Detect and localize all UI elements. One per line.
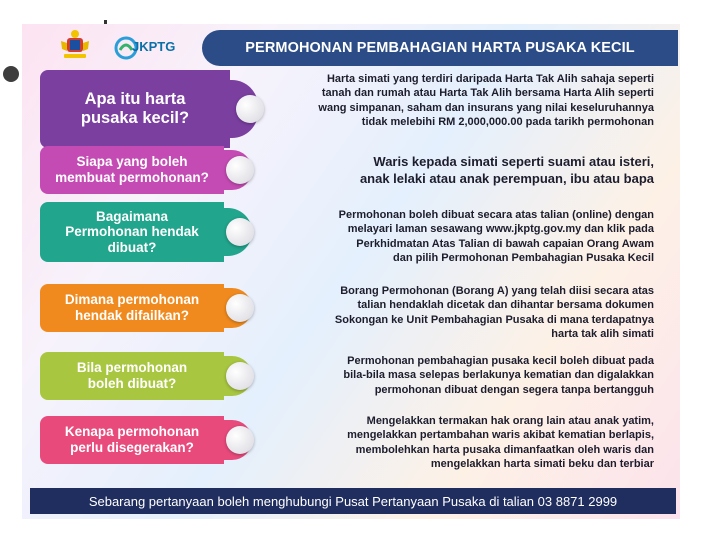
answer-line: harta tak alih simati — [551, 327, 654, 340]
question-line: Bagaimana — [95, 208, 169, 224]
question-line: Permohonan hendak — [65, 224, 199, 240]
question-tab-6 — [40, 416, 224, 464]
answer-line: wang simpanan, saham dan insurans yang nilai keseluruhannya — [318, 101, 654, 114]
bullet-circle-icon — [226, 218, 254, 246]
jkptg-logo-text: JKPTG — [132, 39, 176, 54]
answer-line: talian hendaklah dicetak dan dihantar bersama dokumen — [357, 299, 654, 312]
answer-text-6 — [272, 414, 654, 471]
answer-line: melayari laman sesawang www.jkptg.gov.my dan klik pada — [347, 223, 654, 236]
bullet-circle-icon — [226, 294, 254, 322]
question-line: Kenapa permohonan — [64, 424, 200, 440]
page-title: PERMOHONAN PEMBAHAGIAN HARTA PUSAKA KECIL — [202, 30, 678, 66]
bullet-circle-icon — [226, 362, 254, 390]
answer-text-3 — [272, 208, 654, 265]
question-line: dibuat? — [107, 239, 157, 255]
answer-line: permohonan dibuat dengan segera tanpa bertangguh — [374, 383, 654, 396]
infographic-poster — [22, 24, 680, 519]
question-tab-5 — [40, 352, 224, 400]
answer-line: Mengelakkan termakan hak orang lain atau anak yatim, — [366, 415, 654, 427]
question-line: Siapa yang boleh — [76, 154, 188, 170]
malaysia-crest-logo — [58, 29, 92, 61]
answer-text-5 — [272, 354, 654, 397]
question-tab-4 — [40, 284, 224, 332]
answer-line: Waris kepada simati seperti suami atau isteri, — [373, 154, 654, 169]
answer-line: anak lelaki atau anak perempuan, ibu atau bapa — [359, 170, 654, 186]
bullet-circle-icon — [226, 426, 254, 454]
answer-line: dan pilih Permohonan Pembahagian Pusaka Kecil — [392, 251, 654, 264]
answer-line: tanah dan rumah atau Harta Tak Alih bersama Harta Alih seperti — [321, 87, 654, 100]
question-tab-2 — [40, 146, 224, 194]
answer-text-1 — [272, 72, 654, 129]
answer-line: tidak melebihi RM 2,000,000.00 pada tarikh permohonan — [361, 115, 654, 128]
question-line: perlu disegerakan? — [70, 440, 194, 455]
answer-line: mengelakkan pertambahan waris akibat kematian berlapis, — [347, 429, 654, 442]
question-line: boleh dibuat? — [87, 376, 177, 391]
bullet-circle-icon — [236, 95, 264, 123]
answer-text-2 — [272, 154, 654, 188]
question-tab-3 — [40, 202, 224, 262]
question-line: pusaka kecil? — [80, 109, 190, 127]
question-line: membuat permohonan? — [55, 170, 209, 185]
answer-line: Permohonan boleh dibuat secara atas talian (online) dengan — [338, 209, 654, 221]
question-line: Dimana permohonan — [64, 292, 200, 308]
contact-footer: Sebarang pertanyaan boleh menghubungi Pusat Pertanyaan Pusaka di talian 03 8871 2999 — [30, 488, 676, 514]
jkptg-logo — [114, 34, 184, 62]
answer-line: Perkhidmatan Atas Talian di bawah capaian Orang Awam — [356, 237, 654, 250]
question-line: Bila permohonan — [76, 360, 188, 376]
bullet-circle-icon — [226, 156, 254, 184]
question-line: hendak difailkan? — [74, 308, 190, 323]
question-tab-1 — [40, 70, 230, 148]
answer-line: Sokongan ke Unit Pembahagian Pusaka di mana terdapatnya — [334, 313, 654, 326]
answer-line: Harta simati yang terdiri daripada Harta Tak Alih sahaja seperti — [326, 73, 654, 85]
answer-line: membolehkan harta pusaka dimanfaatkan oleh waris dan — [355, 443, 654, 456]
answer-text-4 — [272, 284, 654, 341]
answer-line: Borang Permohonan (Borang A) yang telah diisi secara atas — [340, 285, 654, 297]
slide-bullet-dot — [3, 66, 19, 82]
answer-line: mengelakkan harta simati beku dan terbiar — [430, 457, 654, 470]
question-line: Apa itu harta — [84, 90, 186, 109]
answer-line: Permohonan pembahagian pusaka kecil boleh dibuat pada — [347, 355, 654, 367]
answer-line: bila-bila masa selepas berlakunya kematian dan digalakkan — [343, 369, 654, 382]
